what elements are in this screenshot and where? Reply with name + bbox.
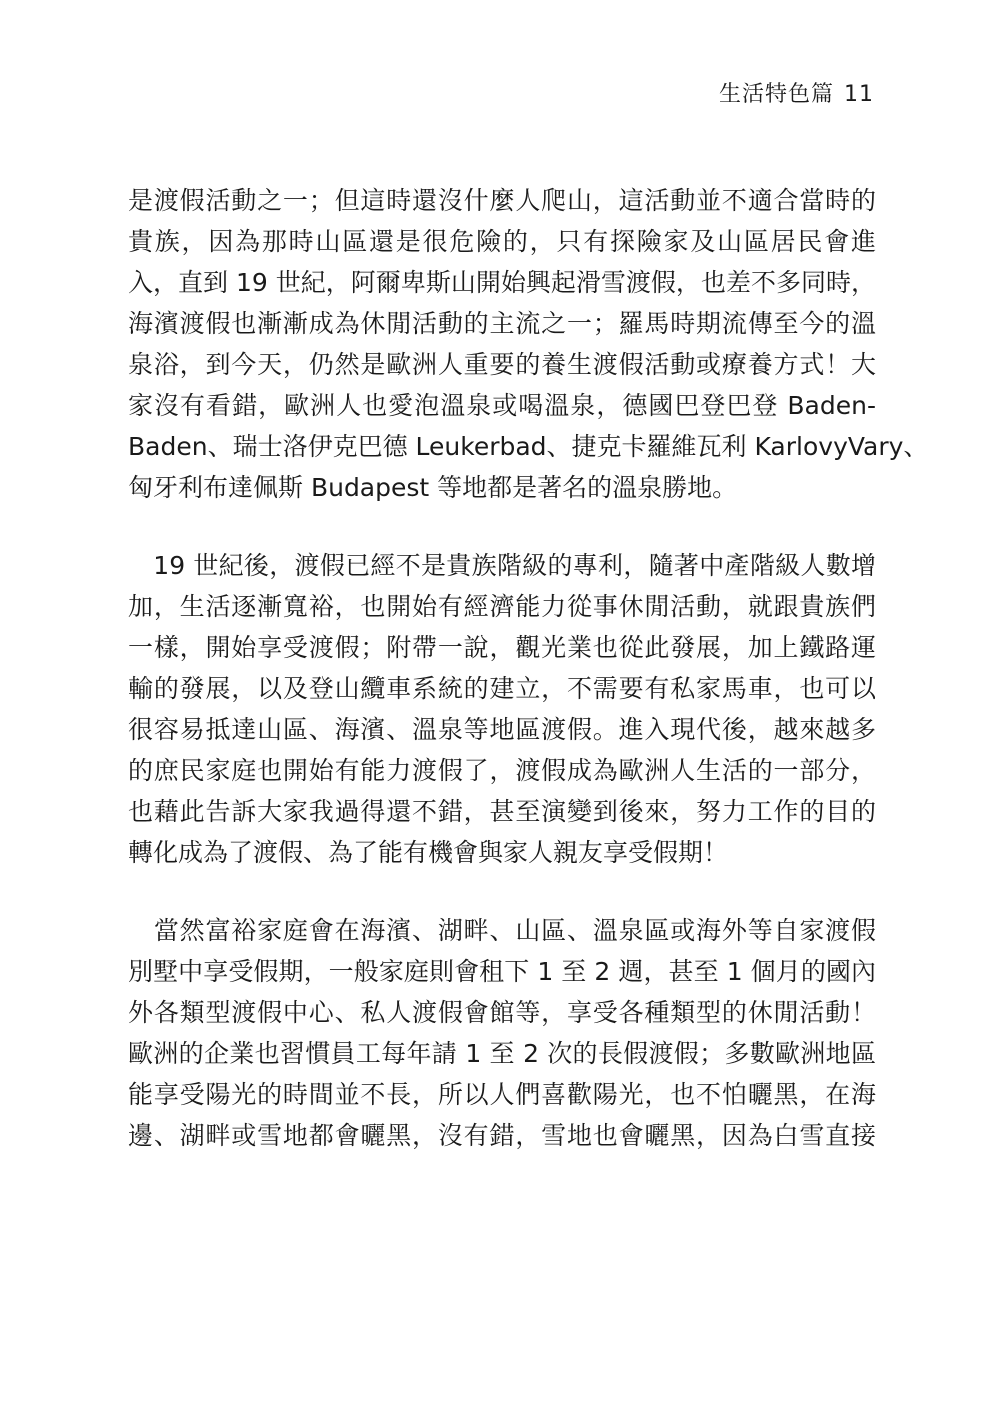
text-line: 加，生活逐漸寬裕，也開始有經濟能力從事休閒活動，就跟貴族們 — [128, 592, 876, 621]
text-line: 輸的發展，以及登山纜車系統的建立，不需要有私家馬車，也可以 — [128, 674, 876, 703]
text-line: 一樣，開始享受渡假；附帶一說，觀光業也從此發展，加上鐵路運 — [128, 633, 876, 662]
paragraph-spacer — [128, 873, 876, 910]
text-line: 很容易抵達山區、海濱、溫泉等地區渡假。進入現代後，越來越多 — [128, 715, 876, 744]
running-header — [719, 80, 874, 110]
text-line: 匈牙利布達佩斯 Budapest 等地都是著名的溫泉勝地。 — [128, 473, 738, 502]
text-line: 貴族，因為那時山區還是很危險的，只有探險家及山區居民會進 — [128, 227, 876, 256]
text-line: 能享受陽光的時間並不長，所以人們喜歡陽光，也不怕曬黑，在海 — [128, 1080, 876, 1109]
paragraph-1 — [128, 180, 929, 508]
text-line: 入，直到 19 世紀，阿爾卑斯山開始興起滑雪渡假，也差不多同時， — [128, 268, 876, 297]
text-line: 外各類型渡假中心、私人渡假會館等，享受各種類型的休閒活動！ — [128, 998, 876, 1027]
body-text — [128, 180, 929, 1156]
section-title: 生活特色篇 — [718, 82, 834, 107]
text-line: 是渡假活動之一；但這時還沒什麼人爬山，這活動並不適合當時的 — [128, 186, 876, 215]
paragraph-2 — [128, 545, 876, 873]
text-line: 邊、湖畔或雪地都會曬黑，沒有錯，雪地也會曬黑，因為白雪直接 — [128, 1121, 876, 1150]
text-line: 家沒有看錯，歐洲人也愛泡溫泉或喝溫泉，德國巴登巴登 Baden- — [128, 391, 876, 420]
text-line: 泉浴，到今天，仍然是歐洲人重要的養生渡假活動或療養方式！大 — [128, 350, 876, 379]
text-line: 的庶民家庭也開始有能力渡假了，渡假成為歐洲人生活的一部分， — [128, 756, 876, 785]
text-line: 歐洲的企業也習慣員工每年請 1 至 2 次的長假渡假；多數歐洲地區 — [128, 1039, 876, 1068]
text-line: 19 世紀後，渡假已經不是貴族階級的專利，隨著中產階級人數增 — [128, 551, 876, 580]
text-line: Baden、瑞士洛伊克巴德 Leukerbad、捷克卡羅維瓦利 KarlovyVary、 — [128, 432, 929, 461]
paragraph-3 — [128, 910, 876, 1156]
text-line: 海濱渡假也漸漸成為休閒活動的主流之一；羅馬時期流傳至今的溫 — [128, 309, 876, 338]
text-line: 也藉此告訴大家我過得還不錯，甚至演變到後來，努力工作的目的 — [128, 797, 876, 826]
text-line: 當然富裕家庭會在海濱、湖畔、山區、溫泉區或海外等自家渡假 — [128, 916, 876, 945]
paragraph-spacer — [128, 508, 876, 545]
text-line: 別墅中享受假期，一般家庭則會租下 1 至 2 週，甚至 1 個月的國內 — [128, 957, 876, 986]
text-line: 轉化成為了渡假、為了能有機會與家人親友享受假期！ — [128, 838, 729, 867]
page-number: 11 — [844, 82, 874, 107]
